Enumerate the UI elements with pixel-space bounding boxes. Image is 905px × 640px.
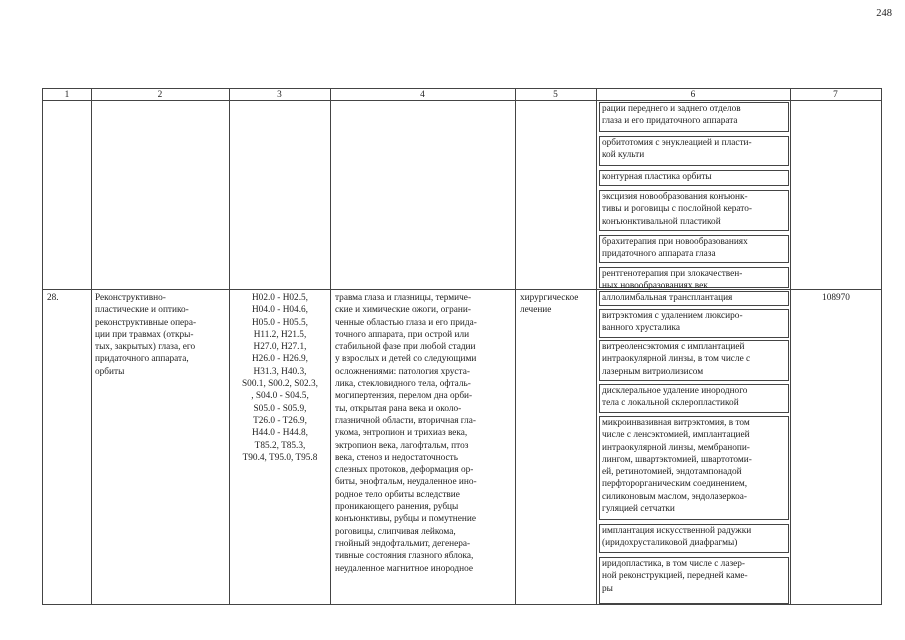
patient-model: травма глаза и глазницы, термиче- ские и химические ожоги, ограни- ченные областью глаза и его прида- точного аппарата, при острой или стабильной фазе при любой стадии у взрослых и детей со следующими осложнениями: патология хруста- лика, стекловидного тела, офталь- могипертензия, перелом дна орби- ты, открытая рана века и около- глазничной области, вторичная гла- укома, энтропион и трихиаз века, эктропион века, лагофтальм, птоз века, стеноз и недостаточность слезных протоков, деформация ор- биты, энофтальм, неудаленное ино- родное тело орбиты вследствие проникающего ранения, рубцы конъюнктивы, рубцы и помутнение роговицы, слипчивая лейкома, гнойный эндофтальмит, дегенера- тивные состояния глазного яблока, неудаленное магнитное инородное xyxy=(335,293,477,574)
treatment-type: хирургическое лечение xyxy=(520,293,579,316)
method-text: иридопластика, в том числе с лазер- ной реконструкцией, передней каме- ры xyxy=(602,559,748,594)
method-box xyxy=(599,235,789,263)
method-text: брахитерапия при новообразованиях придаточного аппарата глаза xyxy=(602,237,748,260)
diagnosis-codes: H02.0 - H02.5, H04.0 - H04.6, H05.0 - H05.5, H11.2, H21.5, H27.0, H27.1, H26.0 - H26.9, H31.3, H40.3, S00.1, S00.2, S02.3, , S04.0 - S04.5, S05.0 - S05.9, T26.0 - T26.9, H44.0 - H44.8, T85.2, T85.3, T90.4, T95.0, T95.8 xyxy=(242,293,318,463)
method-box xyxy=(599,136,789,166)
method-text: аллолимбальная трансплантация xyxy=(602,293,733,303)
method-box xyxy=(599,557,789,604)
method-box xyxy=(599,170,789,186)
method-text: дисклеральное удаление инородного тела с локальной склеропластикой xyxy=(602,386,748,409)
column-divider xyxy=(330,89,331,604)
method-text: эксцизия новообразования конъюнк- тивы и роговицы с послойной керато- конъюнктивальной пластикой xyxy=(602,192,752,227)
header-col-3: 3 xyxy=(277,90,282,100)
header-col-5: 5 xyxy=(553,90,558,100)
header-col-7: 7 xyxy=(833,90,838,100)
column-divider xyxy=(790,89,791,604)
method-text: рации переднего и заднего отделов глаза и его придаточного аппарата xyxy=(602,104,741,127)
column-divider xyxy=(596,89,597,604)
method-box xyxy=(599,267,789,292)
procedure-name: Реконструктивно- пластические и оптико- реконструктивные опера- ции при травмах (откры- тых, закрытых) глаза, его придаточного аппарата, орбиты xyxy=(95,293,197,377)
column-divider xyxy=(515,89,516,604)
method-box xyxy=(599,524,789,553)
method-box xyxy=(599,309,789,338)
method-box xyxy=(599,416,789,520)
method-text: рентгенотерапия при злокачествен- ных новообразованиях век xyxy=(602,269,743,292)
method-text: микроинвазивная витрэктомия, в том числе с ленсэктомией, имплантацией интраокулярной линзы, мембранопи- лингом, швартэктомией, швартотоми- ей, ретинотомией, эндотампонадой перфторорганическим соединением, силиконовым маслом, эндолазеркоа- гуляцией сетчатки xyxy=(602,418,752,515)
method-box xyxy=(599,340,789,381)
header-col-2: 2 xyxy=(157,90,163,100)
method-text: витрэктомия с удалением люксиро- ванного хрусталика xyxy=(602,311,743,334)
procedures-table xyxy=(42,88,882,605)
method-box xyxy=(599,190,789,231)
page-number: 248 xyxy=(876,8,892,19)
method-text: орбитотомия с энуклеацией и пласти- кой культи xyxy=(602,138,752,161)
cost-value: 108970 xyxy=(822,293,850,303)
method-box xyxy=(599,291,789,306)
method-text: контурная пластика орбиты xyxy=(602,172,712,182)
row-number: 28. xyxy=(47,293,59,303)
header-col-4: 4 xyxy=(420,90,425,100)
method-box xyxy=(599,102,789,132)
method-text: витреоленсэктомия с имплантацией интраокулярной линзы, в том числе с лазерным витриолизисом xyxy=(602,342,751,377)
method-text: имплантация искусственной радужки (иридохрусталиковой диафрагмы) xyxy=(602,526,752,549)
header-col-6: 6 xyxy=(690,90,696,100)
header-col-1: 1 xyxy=(64,90,70,100)
method-box xyxy=(599,384,789,413)
column-divider xyxy=(91,89,92,604)
